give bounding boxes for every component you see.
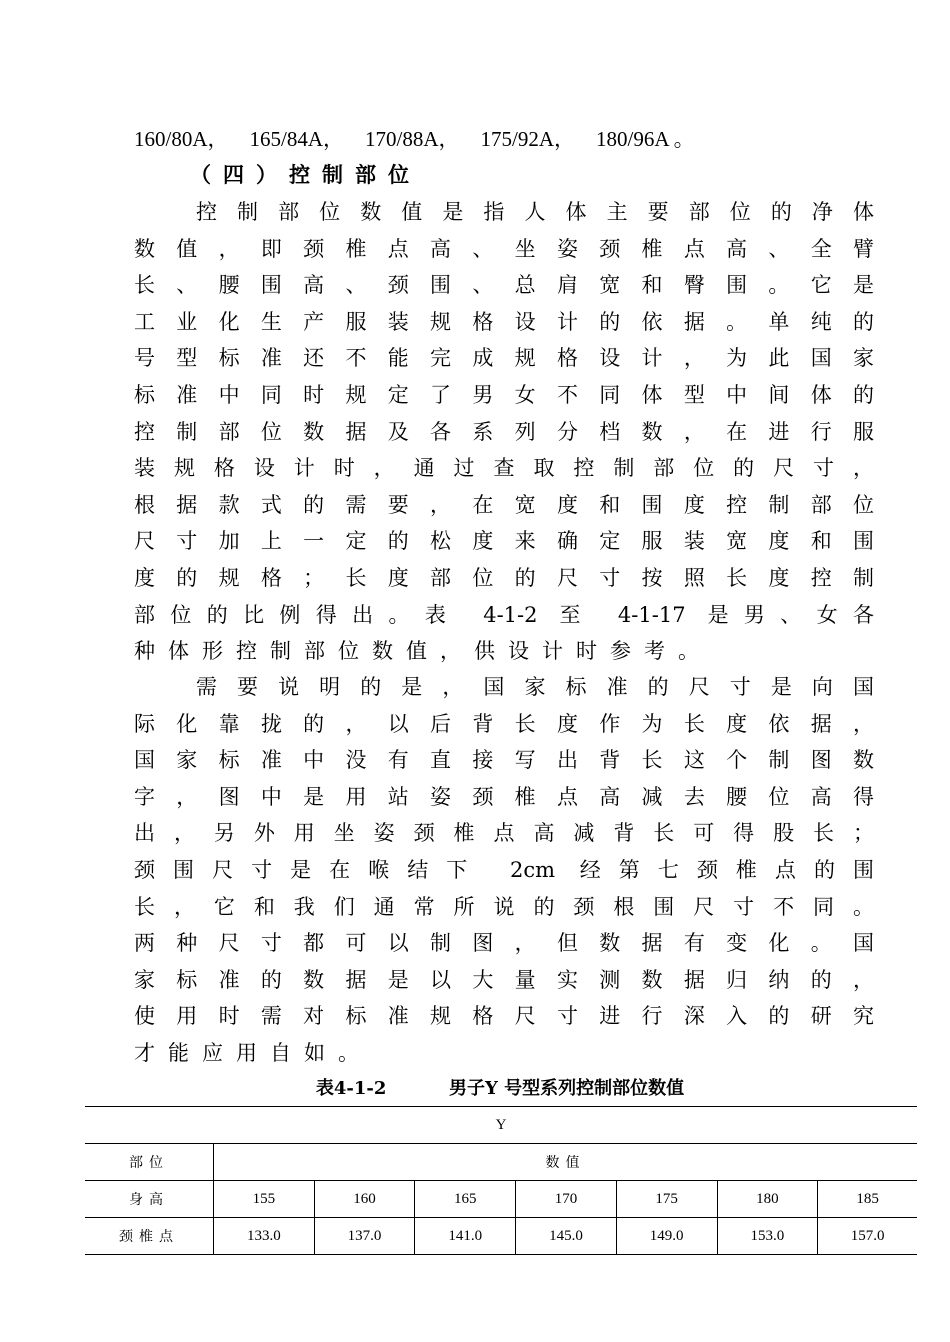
table-header-row — [85, 1144, 917, 1181]
table-cell: 180 — [717, 1181, 818, 1218]
paragraph-line: 字，图中是用站姿颈椎点高减去腰位高得 — [134, 784, 874, 809]
paragraph-line: 使用时需对标准规格尺寸进行深入的研究 — [134, 1004, 874, 1029]
paragraph-line: 需要说明的是，国家标准的尺寸是向国 — [196, 675, 874, 699]
section-heading: （四）控制部位 — [190, 162, 421, 187]
paragraph-control-parts — [134, 194, 874, 670]
table-cell: 155 — [214, 1181, 315, 1218]
paragraph-line: 度的规格；长度部位的尺寸按照长度控制 — [134, 565, 874, 590]
control-parts-table — [85, 1106, 917, 1255]
paragraph-line: 控制部位数据及各系列分档数，在进行服 — [134, 419, 874, 444]
paragraph-line: 工业化生产服装规格设计的依据。单纯的 — [134, 309, 874, 334]
table-row — [85, 1181, 917, 1218]
table-cell: 175 — [616, 1181, 717, 1218]
paragraph-line: 根据款式的需要，在宽度和围度控制部位 — [134, 492, 874, 517]
header-values: 数值 — [214, 1144, 918, 1181]
paragraph-line: 尺寸加上一定的松度来确定服装宽度和围 — [134, 529, 874, 554]
paragraph-line: 标准中同时规定了男女不同体型中间体的 — [134, 382, 874, 407]
paragraph-line: 装规格设计时，通过查取控制部位的尺寸， — [134, 456, 874, 481]
table-type-row — [85, 1107, 917, 1144]
table-caption: 表4-1-2 男子Y 号型系列控制部位数值 — [315, 1078, 685, 1099]
paragraph-line: 际化靠拢的，以后背长度作为长度依据， — [134, 711, 874, 736]
paragraph-line: 两种尺寸都可以制图，但数据有变化。国 — [134, 931, 874, 956]
table-cell: 185 — [818, 1181, 917, 1218]
paragraph-line: 控制部位数值是指人体主要部位的净体 — [196, 200, 874, 224]
paragraph-line: 长，它和我们通常所说的颈根围尺寸不同。 — [134, 894, 874, 919]
paragraph-line: 长、腰围高、颈围、总肩宽和臀围。它是 — [134, 273, 874, 298]
table-cell: 160 — [314, 1181, 415, 1218]
table-cell: 153.0 — [717, 1218, 818, 1255]
paragraph-line: 出，另外用坐姿颈椎点高减背长可得股长； — [134, 821, 874, 846]
table-cell: 145.0 — [516, 1218, 617, 1255]
paragraph-line: 家标准的数据是以大量实测数据归纳的， — [134, 967, 874, 992]
paragraph-line: 才能应用自如。 — [134, 1040, 372, 1065]
paragraph-explanation — [134, 669, 874, 1072]
table-cell: 170 — [516, 1181, 617, 1218]
table-cell: 165 — [415, 1181, 516, 1218]
table-type-label: Y — [85, 1107, 917, 1144]
table-cell: 149.0 — [616, 1218, 717, 1255]
paragraph-line: 部位的比例得出。表 4-1-2 至 4-1-17 是男、女各 — [134, 602, 874, 627]
paragraph-line: 颈围尺寸是在喉结下 2cm 经第七颈椎点的围 — [134, 857, 874, 882]
table-cell: 137.0 — [314, 1218, 415, 1255]
table-cell: 133.0 — [214, 1218, 315, 1255]
table-cell: 141.0 — [415, 1218, 516, 1255]
size-list-line: 160/80A， 165/84A， 170/88A， 175/92A， 180/96A 。 — [134, 127, 695, 151]
table-row — [85, 1218, 917, 1255]
row-label: 身高 — [85, 1181, 214, 1218]
paragraph-line: 号型标准还不能完成规格设计，为此国家 — [134, 346, 874, 371]
paragraph-line: 种体形控制部位数值，供设计时参考。 — [134, 639, 712, 664]
table-cell: 157.0 — [818, 1218, 917, 1255]
header-part: 部位 — [85, 1144, 214, 1181]
paragraph-line: 数值，即颈椎点高、坐姿颈椎点高、全臂 — [134, 236, 874, 261]
row-label: 颈椎点 — [85, 1218, 214, 1255]
paragraph-line: 国家标准中没有直接写出背长这个制图数 — [134, 748, 874, 773]
